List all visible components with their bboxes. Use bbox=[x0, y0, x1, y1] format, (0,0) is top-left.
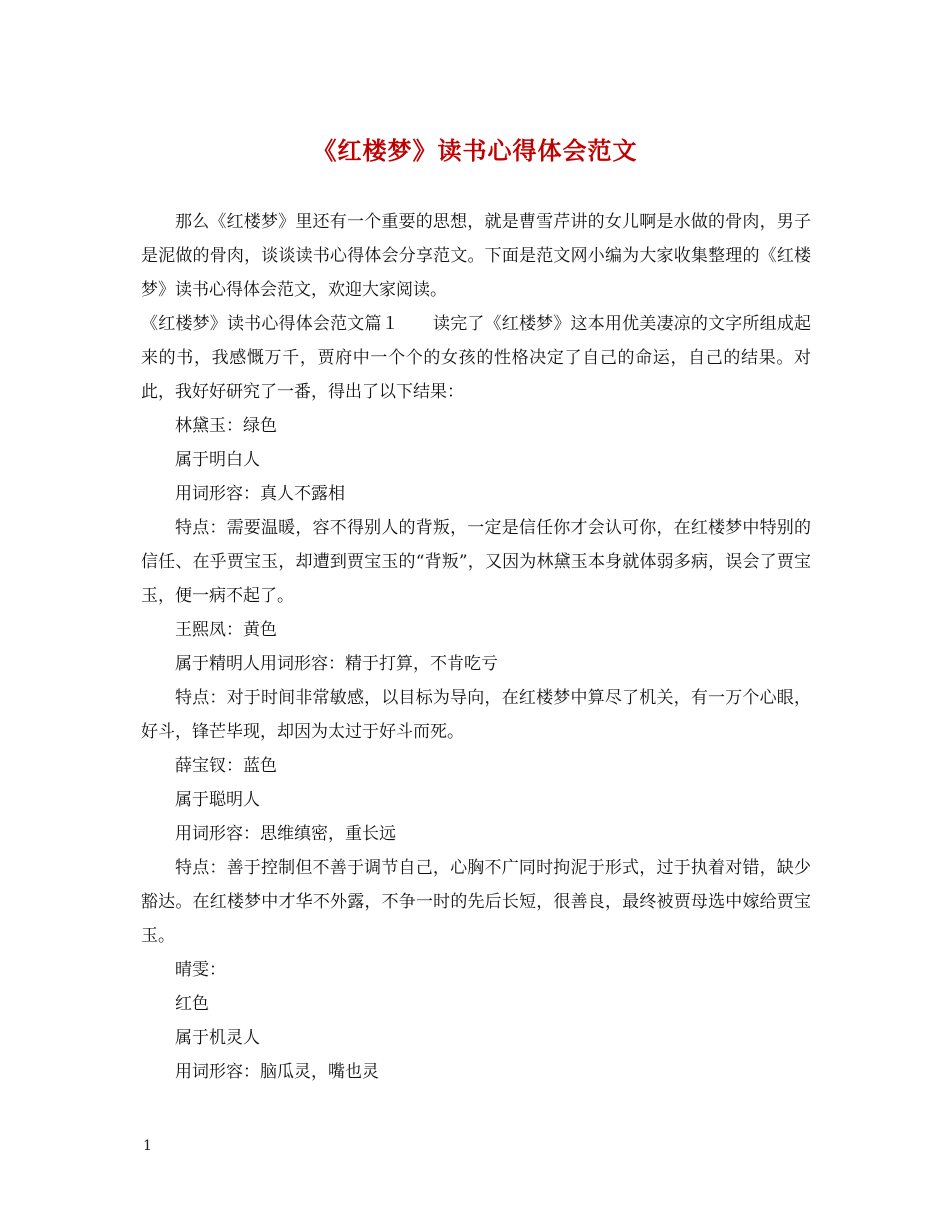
list-item: 属于机灵人 bbox=[175, 1028, 260, 1048]
list-item: 王熙凤：黄色 bbox=[175, 620, 277, 640]
section-paragraph bbox=[141, 307, 811, 409]
document-body bbox=[141, 205, 811, 1089]
list-item: 用词形容：真人不露相 bbox=[175, 484, 345, 504]
intro-paragraph: 那么《红楼梦》里还有一个重要的思想，就是曹雪芹讲的女儿啊是水做的骨肉，男子是泥做的骨肉，谈谈读书心得体会分享范文。下面是范文网小编为大家收集整理的《红楼梦》读书心得体会范文，欢迎大家阅读。 bbox=[141, 212, 811, 300]
list-item: 林黛玉：绿色 bbox=[175, 416, 277, 436]
list-item: 特点：需要温暖，容不得别人的背叛，一定是信任你才会认可你，在红楼梦中特别的信任、在乎贾宝玉，却遭到贾宝玉的“背叛”，又因为林黛玉本身就体弱多病，误会了贾宝玉，便一病不起了。 bbox=[141, 518, 811, 606]
list-item: 属于明白人 bbox=[175, 450, 260, 470]
page-number: 1 bbox=[143, 1138, 152, 1154]
list-item: 特点：对于时间非常敏感，以目标为导向，在红楼梦中算尽了机关，有一万个心眼，好斗，锋芒毕现，却因为太过于好斗而死。 bbox=[141, 688, 811, 742]
list-item: 用词形容：脑瓜灵，嘴也灵 bbox=[175, 1062, 379, 1082]
list-item: 红色 bbox=[175, 994, 209, 1014]
list-item: 用词形容：思维缜密，重长远 bbox=[175, 824, 396, 844]
list-item: 晴雯： bbox=[175, 960, 226, 980]
page-title: 《红楼梦》读书心得体会范文 bbox=[312, 136, 638, 165]
list-item: 薛宝钗：蓝色 bbox=[175, 756, 277, 776]
list-item: 属于精明人用词形容：精于打算，不肯吃亏 bbox=[175, 654, 498, 674]
list-item: 特点：善于控制但不善于调节自己，心胸不广同时拘泥于形式，过于执着对错，缺少豁达。在红楼梦中才华不外露，不争一时的先后长短，很善良，最终被贾母选中嫁给贾宝玉。 bbox=[141, 858, 811, 946]
section-heading: 《红楼梦》读书心得体会范文篇１ bbox=[141, 314, 399, 334]
list-item: 属于聪明人 bbox=[175, 790, 260, 810]
section-lead: 读完了《红楼梦》这本用优美凄凉的文字所组成起来的书，我感慨万千，贾府中一个个的女孩的性格决定了自己的命运，自己的结果。对此，我好好研究了一番，得出了以下结果： bbox=[141, 314, 812, 402]
